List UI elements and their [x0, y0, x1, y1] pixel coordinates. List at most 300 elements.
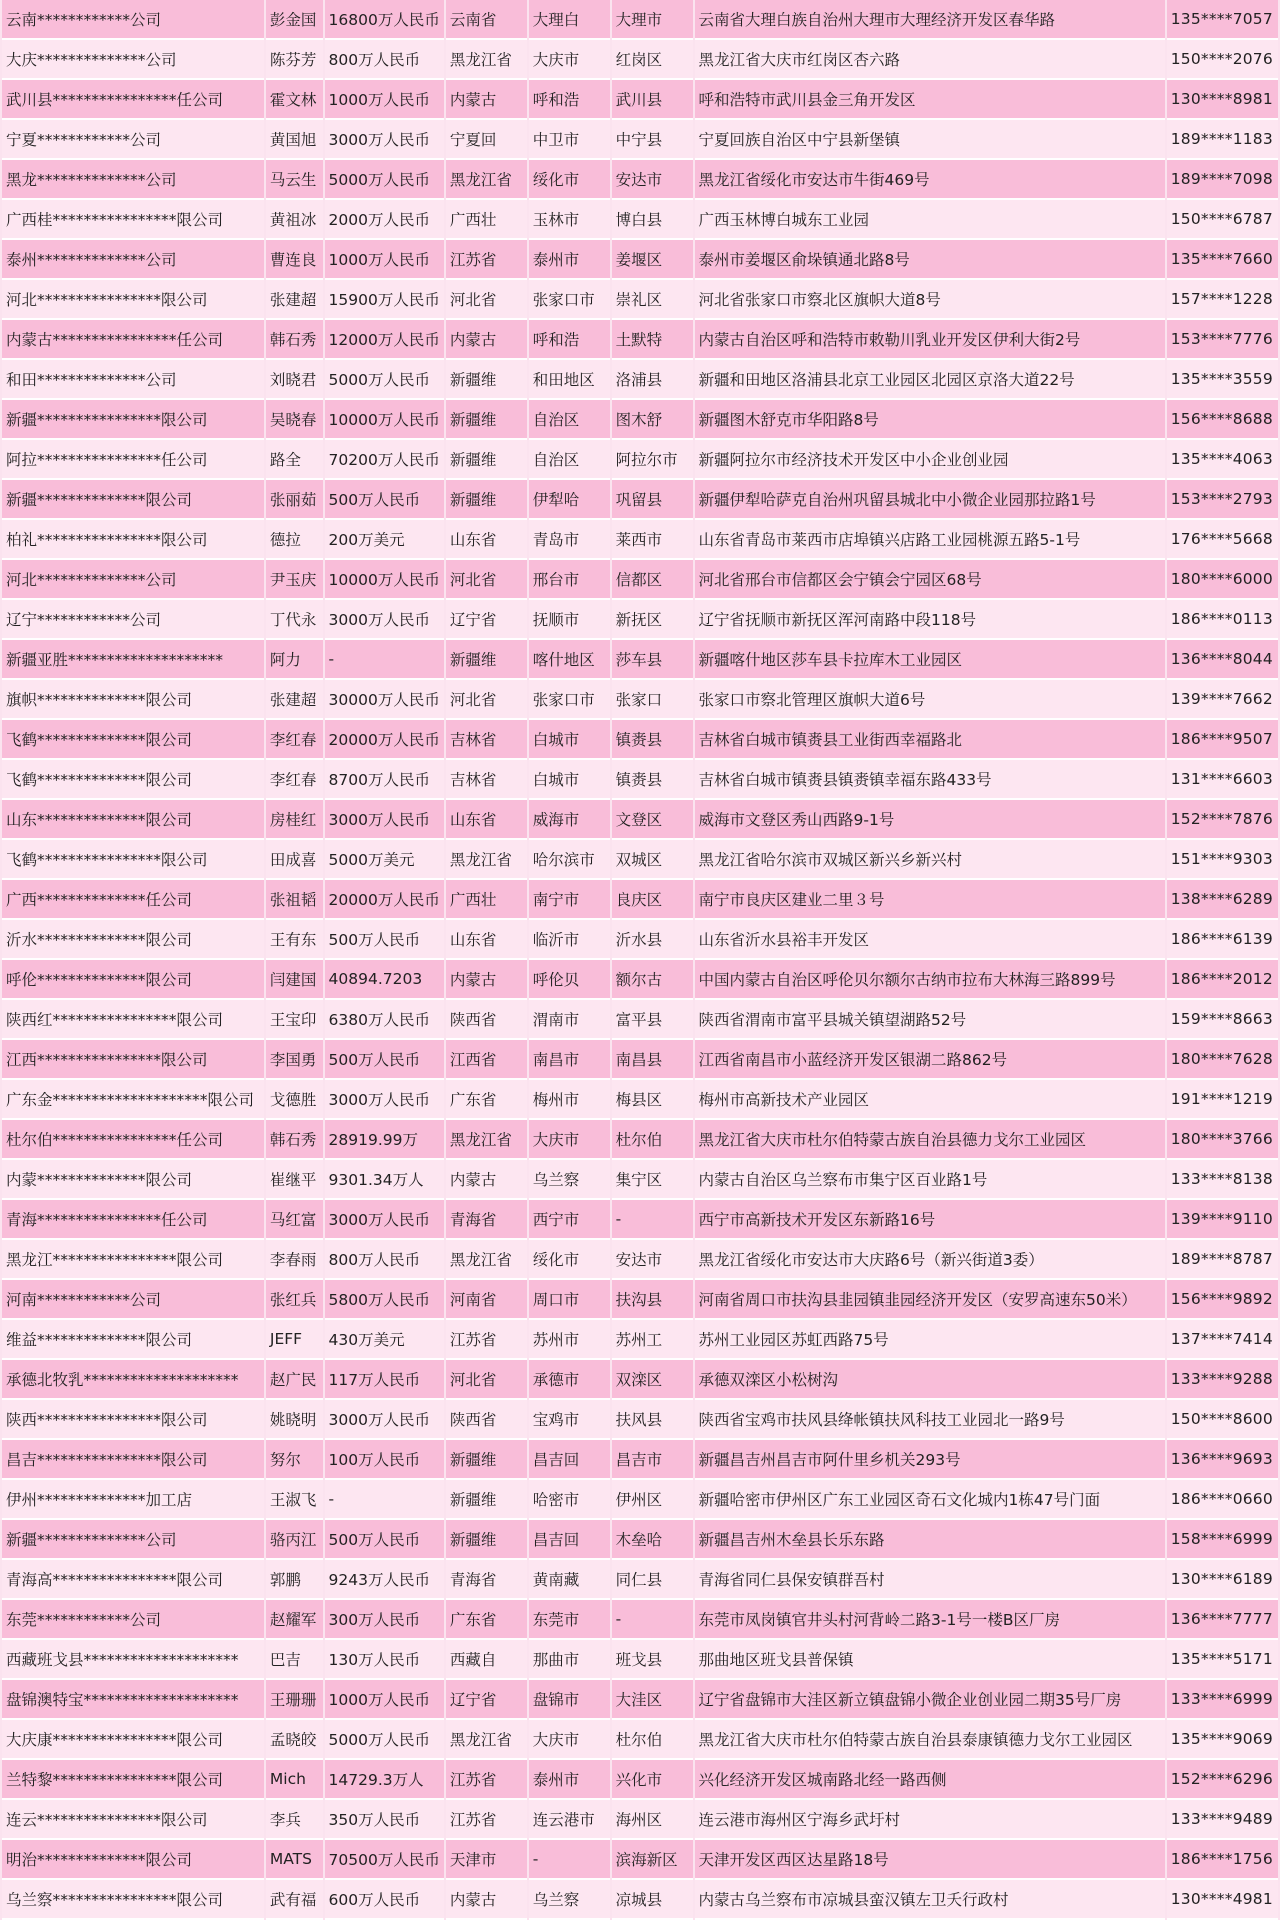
company-name-cell: 兰特黎****************限公司	[2, 1760, 264, 1800]
company-name-cell: 飞鹤**************限公司	[2, 720, 264, 760]
phone-cell: 130****6189	[1167, 1560, 1278, 1600]
address-cell: 河北省张家口市察北区旗帜大道8号	[695, 280, 1165, 320]
table-row	[2, 1680, 1278, 1720]
address-cell: 中国内蒙古自治区呼伦贝尔额尔古纳市拉布大林海三路899号	[695, 960, 1165, 1000]
company-name-cell: 飞鹤****************限公司	[2, 840, 264, 880]
table-row	[2, 1400, 1278, 1440]
company-name-cell: 维益**************限公司	[2, 1320, 264, 1360]
registered-capital-cell: 30000万人民币	[325, 680, 444, 720]
company-name-cell: 武川县****************任公司	[2, 80, 264, 120]
company-name-cell: 山东**************限公司	[2, 800, 264, 840]
phone-cell: 139****7662	[1167, 680, 1278, 720]
table-row	[2, 760, 1278, 800]
company-name-cell: 新疆**************公司	[2, 1520, 264, 1560]
city-cell: 大理白	[529, 0, 610, 40]
company-name-cell: 阿拉****************任公司	[2, 440, 264, 480]
city-cell: 伊犁哈	[529, 480, 610, 520]
company-name-cell: 飞鹤**************限公司	[2, 760, 264, 800]
registered-capital-cell: 130万人民币	[325, 1640, 444, 1680]
province-cell: 辽宁省	[446, 1680, 527, 1720]
city-cell: 张家口市	[529, 280, 610, 320]
district-cell: 镇赉县	[612, 720, 693, 760]
province-cell: 广西壮	[446, 880, 527, 920]
legal-rep-cell: 田成喜	[266, 840, 323, 880]
phone-cell: 135****7057	[1167, 0, 1278, 40]
province-cell: 内蒙古	[446, 80, 527, 120]
legal-rep-cell: 骆丙江	[266, 1520, 323, 1560]
table-row	[2, 1120, 1278, 1160]
company-name-cell: 内蒙**************限公司	[2, 1160, 264, 1200]
province-cell: 黑龙江省	[446, 840, 527, 880]
city-cell: 东莞市	[529, 1600, 610, 1640]
legal-rep-cell: 王有东	[266, 920, 323, 960]
city-cell: 大庆市	[529, 1120, 610, 1160]
city-cell: 哈尔滨市	[529, 840, 610, 880]
table-row	[2, 1240, 1278, 1280]
company-name-cell: 和田**************公司	[2, 360, 264, 400]
phone-cell: 159****8663	[1167, 1000, 1278, 1040]
registered-capital-cell: 16800万人民币	[325, 0, 444, 40]
city-cell: 大庆市	[529, 40, 610, 80]
province-cell: 内蒙古	[446, 960, 527, 1000]
legal-rep-cell: 曹连良	[266, 240, 323, 280]
legal-rep-cell: 戈德胜	[266, 1080, 323, 1120]
city-cell: 周口市	[529, 1280, 610, 1320]
phone-cell: 153****2793	[1167, 480, 1278, 520]
province-cell: 西藏自	[446, 1640, 527, 1680]
table-row	[2, 800, 1278, 840]
legal-rep-cell: 霍文林	[266, 80, 323, 120]
address-cell: 陕西省渭南市富平县城关镇望湖路52号	[695, 1000, 1165, 1040]
legal-rep-cell: 闫建国	[266, 960, 323, 1000]
registered-capital-cell: 5000万人民币	[325, 160, 444, 200]
province-cell: 河北省	[446, 1360, 527, 1400]
phone-cell: 131****6603	[1167, 760, 1278, 800]
company-name-cell: 杜尔伯****************任公司	[2, 1120, 264, 1160]
table-row	[2, 600, 1278, 640]
legal-rep-cell: 郭鹏	[266, 1560, 323, 1600]
phone-cell: 191****1219	[1167, 1080, 1278, 1120]
company-name-cell: 内蒙古****************任公司	[2, 320, 264, 360]
address-cell: 新疆阿拉尔市经济技术开发区中小企业创业园	[695, 440, 1165, 480]
table-row	[2, 1320, 1278, 1360]
address-cell: 内蒙古乌兰察布市凉城县蛮汉镇左卫夭行政村	[695, 1880, 1165, 1920]
table-row	[2, 360, 1278, 400]
province-cell: 黑龙江省	[446, 1120, 527, 1160]
city-cell: 临沂市	[529, 920, 610, 960]
registered-capital-cell: 3000万人民币	[325, 120, 444, 160]
registered-capital-cell: 14729.3万人	[325, 1760, 444, 1800]
table-row	[2, 1600, 1278, 1640]
district-cell: 镇赉县	[612, 760, 693, 800]
registered-capital-cell: 100万人民币	[325, 1440, 444, 1480]
province-cell: 陕西省	[446, 1400, 527, 1440]
city-cell: 和田地区	[529, 360, 610, 400]
company-name-cell: 明治**************限公司	[2, 1840, 264, 1880]
address-cell: 新疆和田地区洛浦县北京工业园区北园区京洛大道22号	[695, 360, 1165, 400]
district-cell: 南昌县	[612, 1040, 693, 1080]
province-cell: 黑龙江省	[446, 40, 527, 80]
province-cell: 河北省	[446, 280, 527, 320]
district-cell: -	[612, 1600, 693, 1640]
registered-capital-cell: 10000万人民币	[325, 560, 444, 600]
province-cell: 新疆维	[446, 1480, 527, 1520]
table-row	[2, 680, 1278, 720]
city-cell: 盘锦市	[529, 1680, 610, 1720]
table-row	[2, 120, 1278, 160]
province-cell: 江苏省	[446, 1800, 527, 1840]
phone-cell: 135****9069	[1167, 1720, 1278, 1760]
district-cell: 图木舒	[612, 400, 693, 440]
table-row	[2, 1880, 1278, 1920]
company-name-cell: 大庆**************公司	[2, 40, 264, 80]
phone-cell: 136****8044	[1167, 640, 1278, 680]
table-row	[2, 1040, 1278, 1080]
district-cell: 良庆区	[612, 880, 693, 920]
district-cell: 凉城县	[612, 1880, 693, 1920]
company-name-cell: 伊州**************加工店	[2, 1480, 264, 1520]
phone-cell: 186****9507	[1167, 720, 1278, 760]
province-cell: 宁夏回	[446, 120, 527, 160]
city-cell: 南昌市	[529, 1040, 610, 1080]
registered-capital-cell: 500万人民币	[325, 920, 444, 960]
company-name-cell: 新疆亚胜********************	[2, 640, 264, 680]
table-row	[2, 880, 1278, 920]
table-row	[2, 280, 1278, 320]
address-cell: 新疆昌吉州昌吉市阿什里乡机关293号	[695, 1440, 1165, 1480]
address-cell: 河南省周口市扶沟县韭园镇韭园经济开发区（安罗高速东50米）	[695, 1280, 1165, 1320]
address-cell: 苏州工业园区苏虹西路75号	[695, 1320, 1165, 1360]
phone-cell: 176****5668	[1167, 520, 1278, 560]
registered-capital-cell: 28919.99万	[325, 1120, 444, 1160]
company-name-cell: 江西****************限公司	[2, 1040, 264, 1080]
registered-capital-cell: 800万人民币	[325, 1240, 444, 1280]
address-cell: 河北省邢台市信都区会宁镇会宁园区68号	[695, 560, 1165, 600]
city-cell: 那曲市	[529, 1640, 610, 1680]
legal-rep-cell: 努尔	[266, 1440, 323, 1480]
phone-cell: 186****2012	[1167, 960, 1278, 1000]
legal-rep-cell: 韩石秀	[266, 320, 323, 360]
phone-cell: 150****8600	[1167, 1400, 1278, 1440]
phone-cell: 186****0660	[1167, 1480, 1278, 1520]
city-cell: 苏州市	[529, 1320, 610, 1360]
address-cell: 黑龙江省大庆市杜尔伯特蒙古族自治县泰康镇德力戈尔工业园区	[695, 1720, 1165, 1760]
company-name-cell: 河北****************限公司	[2, 280, 264, 320]
address-cell: 广西玉林博白城东工业园	[695, 200, 1165, 240]
city-cell: 绥化市	[529, 160, 610, 200]
phone-cell: 133****9489	[1167, 1800, 1278, 1840]
registered-capital-cell: 20000万人民币	[325, 880, 444, 920]
city-cell: 威海市	[529, 800, 610, 840]
phone-cell: 133****8138	[1167, 1160, 1278, 1200]
address-cell: 威海市文登区秀山西路9-1号	[695, 800, 1165, 840]
table-row	[2, 40, 1278, 80]
company-name-cell: 黑龙江****************限公司	[2, 1240, 264, 1280]
legal-rep-cell: 房桂红	[266, 800, 323, 840]
address-cell: 新疆昌吉州木垒县长乐东路	[695, 1520, 1165, 1560]
company-name-cell: 广东金********************限公司	[2, 1080, 264, 1120]
address-cell: 山东省青岛市莱西市店埠镇兴店路工业园桃源五路5-1号	[695, 520, 1165, 560]
legal-rep-cell: 张祖韬	[266, 880, 323, 920]
district-cell: 滨海新区	[612, 1840, 693, 1880]
district-cell: 中宁县	[612, 120, 693, 160]
district-cell: 双城区	[612, 840, 693, 880]
district-cell: 扶沟县	[612, 1280, 693, 1320]
city-cell: -	[529, 1840, 610, 1880]
province-cell: 吉林省	[446, 720, 527, 760]
company-name-cell: 乌兰察****************限公司	[2, 1880, 264, 1920]
phone-cell: 136****7777	[1167, 1600, 1278, 1640]
legal-rep-cell: 崔继平	[266, 1160, 323, 1200]
registered-capital-cell: 9243万人民币	[325, 1560, 444, 1600]
district-cell: -	[612, 1200, 693, 1240]
legal-rep-cell: 陈芬芳	[266, 40, 323, 80]
legal-rep-cell: 李兵	[266, 1800, 323, 1840]
registered-capital-cell: 70500万人民币	[325, 1840, 444, 1880]
province-cell: 新疆维	[446, 480, 527, 520]
city-cell: 邢台市	[529, 560, 610, 600]
company-name-cell: 广西**************任公司	[2, 880, 264, 920]
address-cell: 梅州市高新技术产业园区	[695, 1080, 1165, 1120]
phone-cell: 135****4063	[1167, 440, 1278, 480]
registered-capital-cell: -	[325, 1480, 444, 1520]
legal-rep-cell: 王宝印	[266, 1000, 323, 1040]
phone-cell: 137****7414	[1167, 1320, 1278, 1360]
legal-rep-cell: 孟晓皎	[266, 1720, 323, 1760]
district-cell: 博白县	[612, 200, 693, 240]
city-cell: 中卫市	[529, 120, 610, 160]
phone-cell: 152****7876	[1167, 800, 1278, 840]
address-cell: 新疆哈密市伊州区广东工业园区奇石文化城内1栋47号门面	[695, 1480, 1165, 1520]
table-row	[2, 1280, 1278, 1320]
table-row	[2, 840, 1278, 880]
city-cell: 玉林市	[529, 200, 610, 240]
phone-cell: 156****8688	[1167, 400, 1278, 440]
province-cell: 山东省	[446, 520, 527, 560]
phone-cell: 135****3559	[1167, 360, 1278, 400]
district-cell: 梅县区	[612, 1080, 693, 1120]
city-cell: 自治区	[529, 440, 610, 480]
city-cell: 抚顺市	[529, 600, 610, 640]
registered-capital-cell: 8700万人民币	[325, 760, 444, 800]
registered-capital-cell: 117万人民币	[325, 1360, 444, 1400]
district-cell: 文登区	[612, 800, 693, 840]
registered-capital-cell: 70200万人民币	[325, 440, 444, 480]
table-row	[2, 1520, 1278, 1560]
legal-rep-cell: JEFF	[266, 1320, 323, 1360]
legal-rep-cell: 黄国旭	[266, 120, 323, 160]
registered-capital-cell: 500万人民币	[325, 1520, 444, 1560]
district-cell: 杜尔伯	[612, 1120, 693, 1160]
district-cell: 大洼区	[612, 1680, 693, 1720]
phone-cell: 186****0113	[1167, 600, 1278, 640]
legal-rep-cell: Mich	[266, 1760, 323, 1800]
city-cell: 西宁市	[529, 1200, 610, 1240]
phone-cell: 130****8981	[1167, 80, 1278, 120]
table-row	[2, 1480, 1278, 1520]
address-cell: 黑龙江省大庆市杜尔伯特蒙古族自治县德力戈尔工业园区	[695, 1120, 1165, 1160]
province-cell: 黑龙江省	[446, 160, 527, 200]
phone-cell: 156****9892	[1167, 1280, 1278, 1320]
legal-rep-cell: 赵广民	[266, 1360, 323, 1400]
table-row	[2, 480, 1278, 520]
address-cell: 新疆喀什地区莎车县卡拉库木工业园区	[695, 640, 1165, 680]
address-cell: 兴化经济开发区城南路北经一路西侧	[695, 1760, 1165, 1800]
legal-rep-cell: 张红兵	[266, 1280, 323, 1320]
province-cell: 江苏省	[446, 1760, 527, 1800]
city-cell: 连云港市	[529, 1800, 610, 1840]
city-cell: 乌兰察	[529, 1160, 610, 1200]
city-cell: 乌兰察	[529, 1880, 610, 1920]
phone-cell: 133****6999	[1167, 1680, 1278, 1720]
registered-capital-cell: 200万美元	[325, 520, 444, 560]
phone-cell: 133****9288	[1167, 1360, 1278, 1400]
address-cell: 宁夏回族自治区中宁县新堡镇	[695, 120, 1165, 160]
company-name-cell: 旗帜**************限公司	[2, 680, 264, 720]
registered-capital-cell: 430万美元	[325, 1320, 444, 1360]
table-row	[2, 0, 1278, 40]
phone-cell: 153****7776	[1167, 320, 1278, 360]
legal-rep-cell: 赵耀军	[266, 1600, 323, 1640]
company-name-cell: 青海****************任公司	[2, 1200, 264, 1240]
address-cell: 黑龙江省绥化市安达市大庆路6号（新兴街道3委）	[695, 1240, 1165, 1280]
district-cell: 兴化市	[612, 1760, 693, 1800]
registered-capital-cell: 2000万人民币	[325, 200, 444, 240]
city-cell: 梅州市	[529, 1080, 610, 1120]
district-cell: 双滦区	[612, 1360, 693, 1400]
registered-capital-cell: 3000万人民币	[325, 600, 444, 640]
legal-rep-cell: 巴吉	[266, 1640, 323, 1680]
province-cell: 新疆维	[446, 640, 527, 680]
phone-cell: 180****7628	[1167, 1040, 1278, 1080]
address-cell: 辽宁省抚顺市新抚区浑河南路中段118号	[695, 600, 1165, 640]
city-cell: 宝鸡市	[529, 1400, 610, 1440]
district-cell: 额尔古	[612, 960, 693, 1000]
city-cell: 张家口市	[529, 680, 610, 720]
district-cell: 昌吉市	[612, 1440, 693, 1480]
address-cell: 吉林省白城市镇赉县工业街西幸福路北	[695, 720, 1165, 760]
province-cell: 山东省	[446, 800, 527, 840]
table-row	[2, 1800, 1278, 1840]
legal-rep-cell: 黄祖冰	[266, 200, 323, 240]
city-cell: 青岛市	[529, 520, 610, 560]
company-name-cell: 陕西红****************限公司	[2, 1000, 264, 1040]
legal-rep-cell: 张建超	[266, 280, 323, 320]
legal-rep-cell: 阿力	[266, 640, 323, 680]
legal-rep-cell: 丁代永	[266, 600, 323, 640]
address-cell: 江西省南昌市小蓝经济开发区银湖二路862号	[695, 1040, 1165, 1080]
legal-rep-cell: 王淑飞	[266, 1480, 323, 1520]
registered-capital-cell: -	[325, 640, 444, 680]
company-name-cell: 承德北牧乳********************	[2, 1360, 264, 1400]
phone-cell: 189****1183	[1167, 120, 1278, 160]
registered-capital-cell: 15900万人民币	[325, 280, 444, 320]
address-cell: 那曲地区班戈县普保镇	[695, 1640, 1165, 1680]
phone-cell: 150****2076	[1167, 40, 1278, 80]
company-name-cell: 沂水**************限公司	[2, 920, 264, 960]
province-cell: 新疆维	[446, 400, 527, 440]
address-cell: 黑龙江省哈尔滨市双城区新兴乡新兴村	[695, 840, 1165, 880]
address-cell: 青海省同仁县保安镇群吾村	[695, 1560, 1165, 1600]
district-cell: 安达市	[612, 160, 693, 200]
address-cell: 内蒙古自治区呼和浩特市敕勒川乳业开发区伊利大街2号	[695, 320, 1165, 360]
address-cell: 内蒙古自治区乌兰察布市集宁区百业路1号	[695, 1160, 1165, 1200]
company-name-cell: 青海高****************限公司	[2, 1560, 264, 1600]
legal-rep-cell: 德拉	[266, 520, 323, 560]
table-row	[2, 920, 1278, 960]
phone-cell: 158****6999	[1167, 1520, 1278, 1560]
address-cell: 山东省沂水县裕丰开发区	[695, 920, 1165, 960]
registered-capital-cell: 10000万人民币	[325, 400, 444, 440]
company-name-cell: 河南************公司	[2, 1280, 264, 1320]
district-cell: 沂水县	[612, 920, 693, 960]
legal-rep-cell: 路全	[266, 440, 323, 480]
table-row	[2, 1560, 1278, 1600]
province-cell: 江苏省	[446, 240, 527, 280]
city-cell: 昌吉回	[529, 1440, 610, 1480]
company-name-cell: 辽宁************公司	[2, 600, 264, 640]
address-cell: 新疆图木舒克市华阳路8号	[695, 400, 1165, 440]
company-name-cell: 云南************公司	[2, 0, 264, 40]
address-cell: 呼和浩特市武川县金三角开发区	[695, 80, 1165, 120]
company-name-cell: 泰州**************公司	[2, 240, 264, 280]
province-cell: 河北省	[446, 680, 527, 720]
province-cell: 山东省	[446, 920, 527, 960]
city-cell: 呼和浩	[529, 320, 610, 360]
table-row	[2, 1640, 1278, 1680]
province-cell: 广西壮	[446, 200, 527, 240]
address-cell: 张家口市察北管理区旗帜大道6号	[695, 680, 1165, 720]
table-row	[2, 520, 1278, 560]
table-row	[2, 1160, 1278, 1200]
city-cell: 呼和浩	[529, 80, 610, 120]
city-cell: 呼伦贝	[529, 960, 610, 1000]
phone-cell: 180****6000	[1167, 560, 1278, 600]
company-name-cell: 柏礼****************限公司	[2, 520, 264, 560]
company-name-cell: 广西桂****************限公司	[2, 200, 264, 240]
province-cell: 河北省	[446, 560, 527, 600]
address-cell: 吉林省白城市镇赉县镇赉镇幸福东路433号	[695, 760, 1165, 800]
company-name-cell: 河北**************公司	[2, 560, 264, 600]
table-row	[2, 80, 1278, 120]
district-cell: 同仁县	[612, 1560, 693, 1600]
city-cell: 自治区	[529, 400, 610, 440]
address-cell: 连云港市海州区宁海乡武圩村	[695, 1800, 1165, 1840]
company-name-cell: 昌吉****************限公司	[2, 1440, 264, 1480]
province-cell: 新疆维	[446, 1520, 527, 1560]
province-cell: 江苏省	[446, 1320, 527, 1360]
legal-rep-cell: 马云生	[266, 160, 323, 200]
district-cell: 大理市	[612, 0, 693, 40]
legal-rep-cell: 李国勇	[266, 1040, 323, 1080]
address-cell: 云南省大理白族自治州大理市大理经济开发区春华路	[695, 0, 1165, 40]
table-row	[2, 560, 1278, 600]
company-name-cell: 宁夏************公司	[2, 120, 264, 160]
province-cell: 广东省	[446, 1080, 527, 1120]
address-cell: 天津开发区西区达星路18号	[695, 1840, 1165, 1880]
province-cell: 内蒙古	[446, 1160, 527, 1200]
legal-rep-cell: 马红富	[266, 1200, 323, 1240]
phone-cell: 151****9303	[1167, 840, 1278, 880]
city-cell: 喀什地区	[529, 640, 610, 680]
district-cell: 海州区	[612, 1800, 693, 1840]
phone-cell: 130****4981	[1167, 1880, 1278, 1920]
district-cell: 集宁区	[612, 1160, 693, 1200]
table-body	[2, 0, 1278, 1920]
city-cell: 白城市	[529, 760, 610, 800]
district-cell: 土默特	[612, 320, 693, 360]
registered-capital-cell: 500万人民币	[325, 1040, 444, 1080]
